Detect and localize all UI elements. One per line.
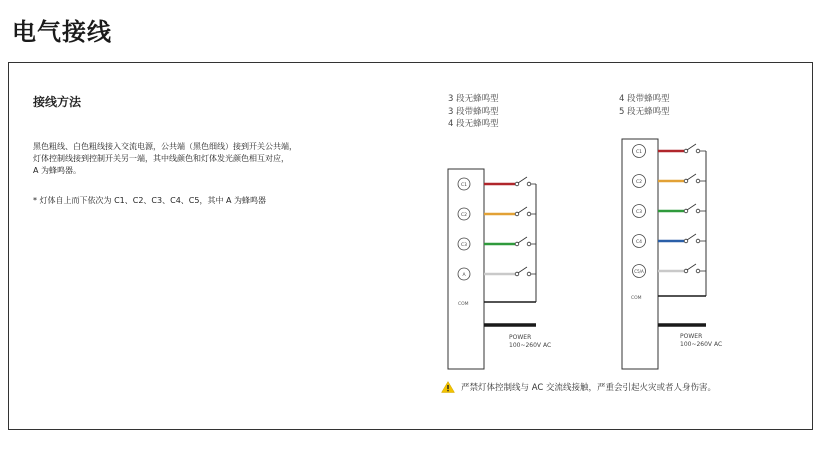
left-diagram [448,169,551,369]
section-title: 接线方法 [33,95,82,109]
left-power-label: POWER [509,334,532,341]
left-power-voltage: 100~260V AC [509,342,552,349]
type-item: 4 段带蜂鸣型 [619,94,670,104]
desc-line-3: A 为蜂鸣器。 [33,166,82,175]
left-terminal-c1-label: C1 [460,183,468,188]
right-terminal-c4-label: C4 [635,240,643,245]
type-item: 3 段无蜂鸣型 [448,94,499,104]
right-terminal-c2-label: C2 [635,180,643,185]
desc-line-2: 灯体控制线接到控制开关另一端，其中线颜色和灯体发光颜色相互对应， [33,154,289,163]
page-title: 电气接线 [12,18,112,46]
content-frame [8,62,813,430]
type-item: 5 段无蜂鸣型 [619,106,670,117]
right-lamp-body [622,139,658,369]
left-switches [515,177,536,276]
order-note: * 灯体自上而下依次为 C1、C2、C3、C4、C5，其中 A 为蜂鸣器 [33,196,267,205]
right-switches [684,144,706,273]
right-terminal-c5a-label: C5/A [634,269,644,274]
type-item: 4 段无蜂鸣型 [448,119,499,129]
left-terminal-a-label: A [462,273,466,278]
type-item: 3 段带蜂鸣型 [448,106,499,117]
warning-text: 严禁灯体控制线与 AC 交流线接触，严重会引起火灾或者人身伤害。 [461,383,717,393]
left-terminal-c2-label: C2 [460,213,468,218]
wiring-diagrams [9,63,814,431]
warning-note [441,381,716,393]
left-terminal-c3-label: C3 [460,243,468,248]
warning-triangle-icon [441,381,455,393]
right-power-voltage: 100~260V AC [680,341,723,348]
desc-line-1: 黑色粗线、白色粗线接入交流电源，公共端（黑色细线）接到开关公共端， [33,142,297,151]
right-diagram [622,139,722,369]
right-com-label: COM [631,296,642,301]
right-power-label: POWER [680,333,703,340]
left-com-label: COM [458,302,469,307]
right-terminal-c1-label: C1 [635,150,643,155]
right-terminal-c3-label: C3 [635,210,643,215]
